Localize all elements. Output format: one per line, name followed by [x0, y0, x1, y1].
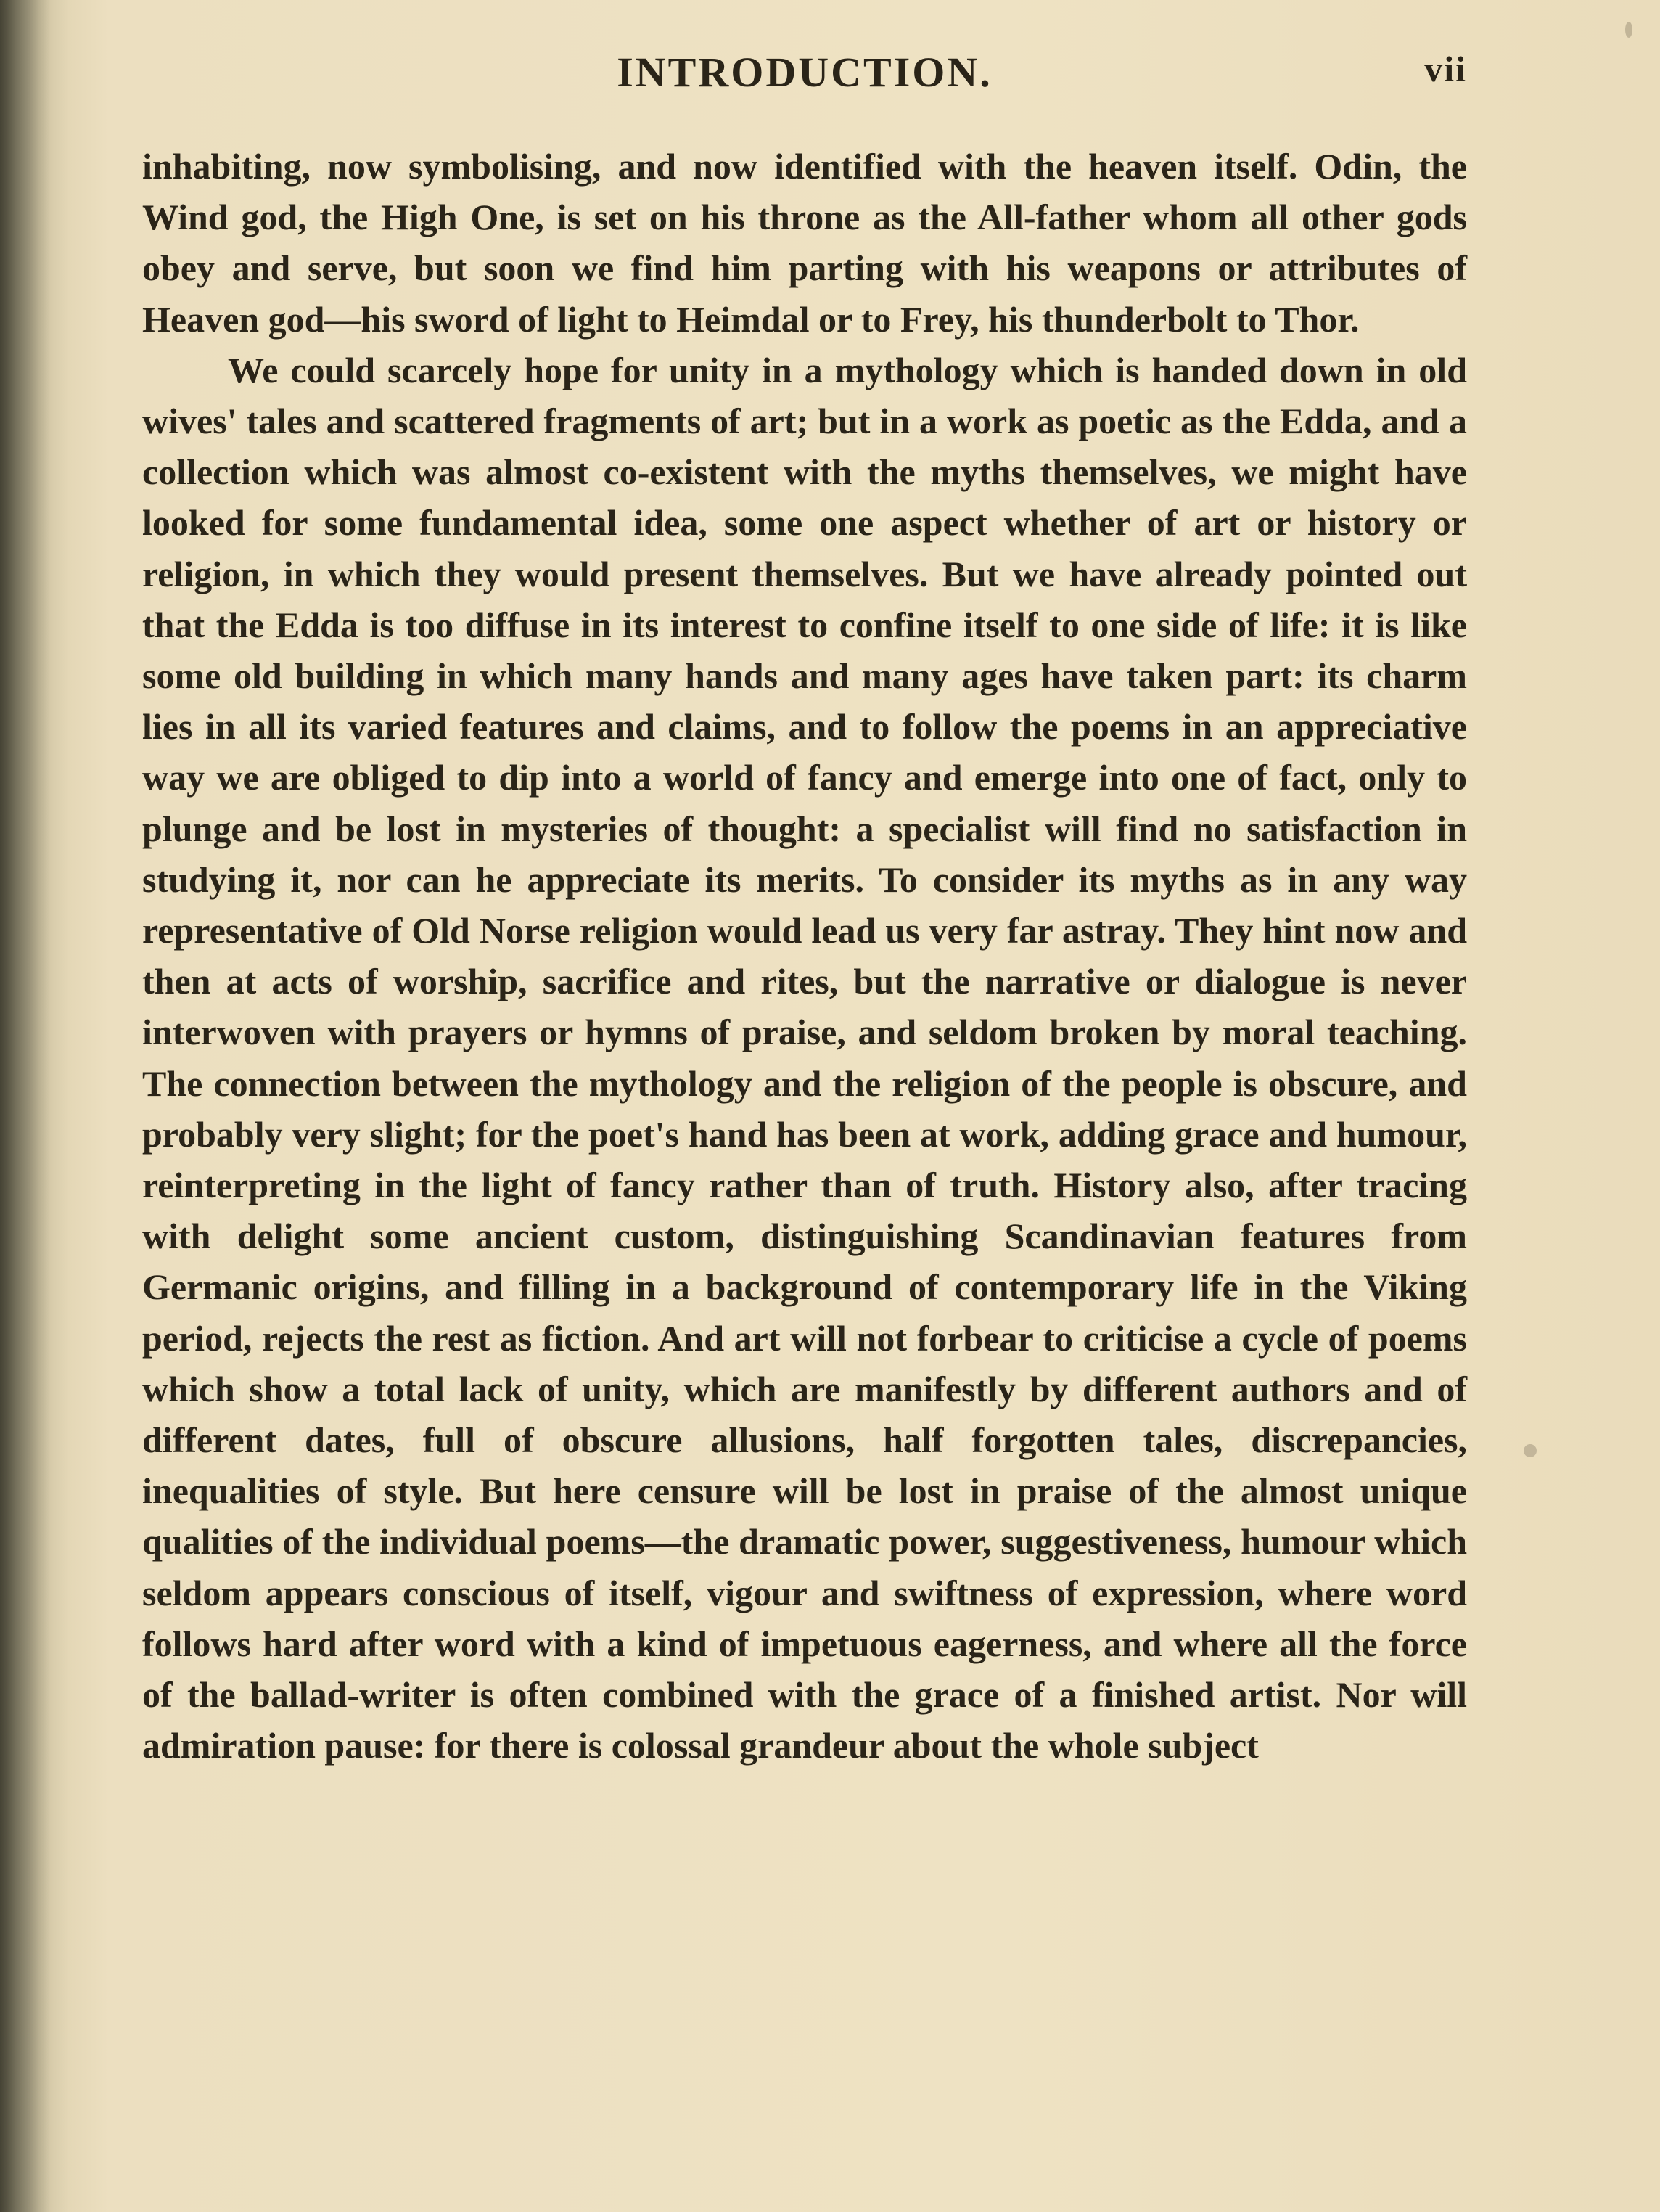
- running-title: INTRODUCTION.: [617, 49, 993, 96]
- page-number: vii: [1424, 49, 1467, 89]
- paragraph-continued: inhabiting, now symbolising, and now identified with the heaven itself. Odin, the Wind god, the High One, is set on his throne as the All-father whom all other gods obey and serve, but soon we find him parting with his weapons or attributes of Heaven god—his sword of light to Heimdal or to Frey, his thunderbolt to Thor.: [142, 146, 1467, 340]
- paper-speck: [1524, 1444, 1537, 1457]
- paper-speck: [1625, 22, 1632, 38]
- binding-gutter-shadow: [0, 0, 51, 2212]
- page-header: [142, 42, 1467, 100]
- paragraph: We could scarcely hope for unity in a mythology which is handed down in old wives' tales and scattered fragments of art; but in a work as poetic as the Edda, and a collection which was almost co-existent with the myths themselves, we might have looked for some fundamental idea, some one aspect whether of art or history or religion, in which they would present themselves. But we have already pointed out that the Edda is too diffuse in its interest to confine itself to one side of life: it is like some old building in which many hands and many ages have taken part: its charm lies in all its varied features and claims, and to follow the poems in an appreciative way we are obliged to dip into a world of fancy and emerge into one of fact, only to plunge and be lost in mysteries of thought: a specialist will find no satisfaction in studying it, nor can he appreciate its merits. To consider its myths as in any way representative of Old Norse religion would lead us very far astray. They hint now and then at acts of worship, sacrifice and rites, but the narrative or dialogue is never interwoven with prayers or hymns of praise, and seldom broken by moral teaching. The connection between the mythology and the religion of the people is obscure, and probably very slight; for the poet's hand has been at work, adding grace and humour, reinterpreting in the light of fancy rather than of truth. History also, after tracing with delight some ancient custom, distinguishing Scandinavian features from Germanic origins, and filling in a background of contemporary life in the Viking period, rejects the rest as fiction. And art will not forbear to criticise a cycle of poems which show a total lack of unity, which are manifestly by different authors and of different dates, full of obscure allusions, half forgotten tales, discrepancies, inequalities of style. But here censure will be lost in praise of the almost unique qualities of the individual poems—the dramatic power, suggestiveness, humour which seldom appears conscious of itself, vigour and swiftness of expression, where word follows hard after word with a kind of impetuous eagerness, and where all the force of the ballad-writer is often combined with the grace of a finished artist. Nor will admiration pause: for there is colossal grandeur about the whole subject: [142, 349, 1467, 1766]
- body-text: [142, 141, 1467, 1771]
